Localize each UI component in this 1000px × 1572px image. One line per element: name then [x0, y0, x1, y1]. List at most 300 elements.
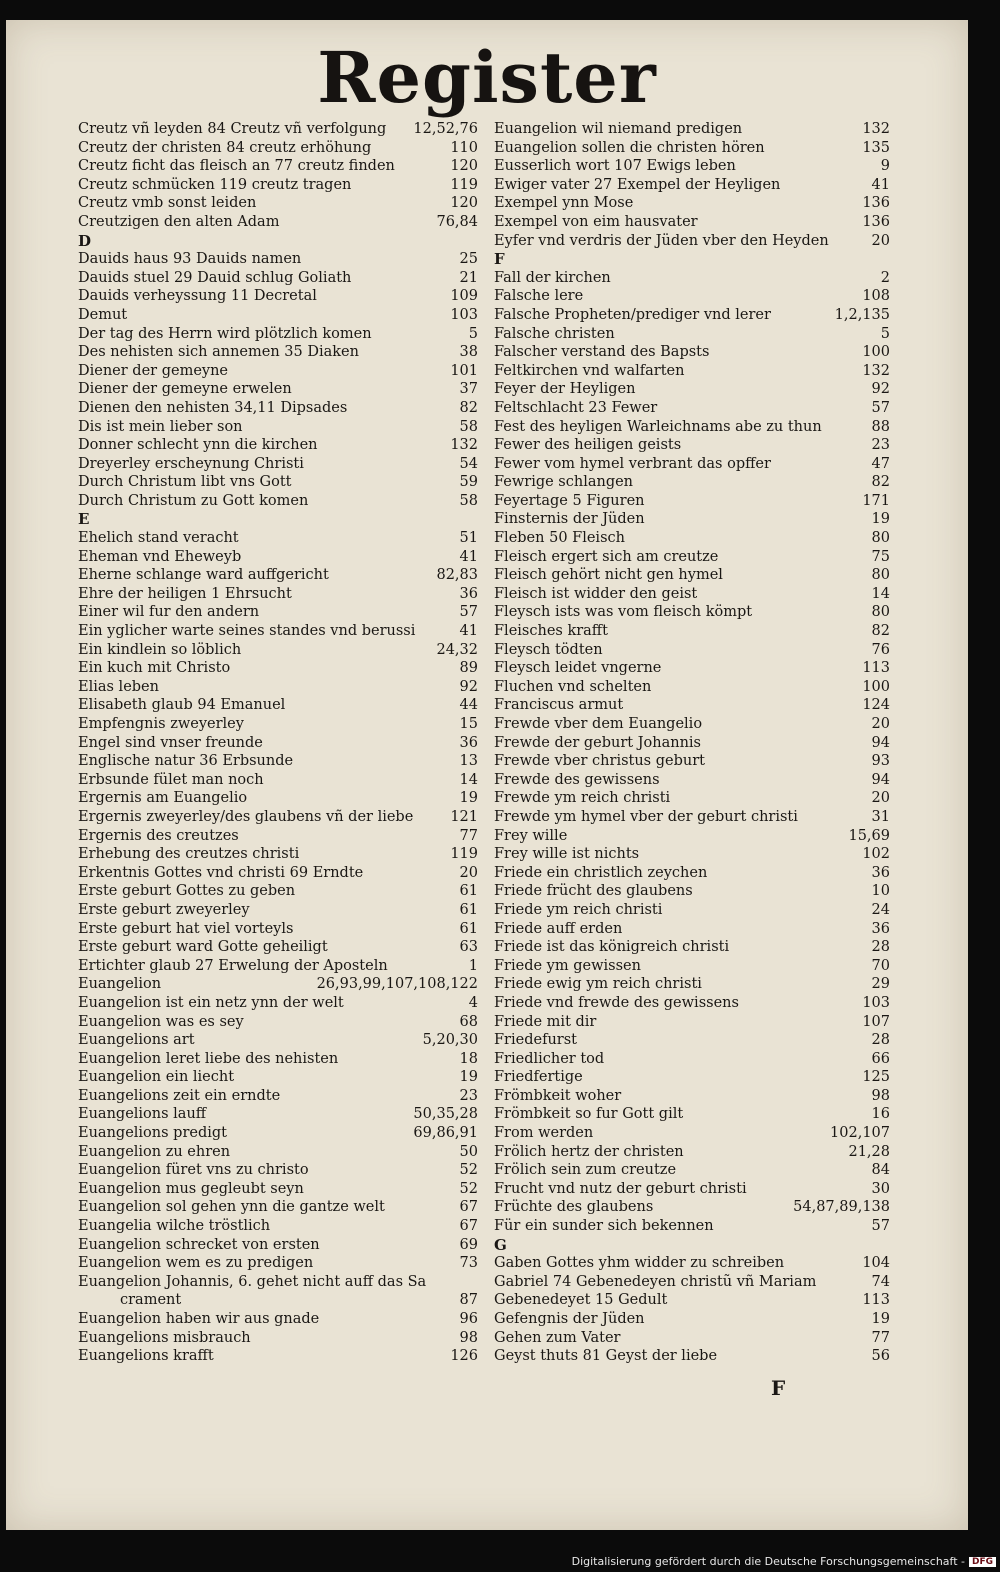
entry-text: Für ein sunder sich bekennen	[494, 1218, 714, 1235]
entry-text: Dauids verheyssung 11 Decretal	[78, 288, 317, 305]
entry-page: 94	[871, 771, 890, 788]
entry-text: Euangelion haben wir aus gnade	[78, 1311, 320, 1327]
entry-text: Falsche christen	[494, 325, 615, 342]
entry-text: Euangelions zeit ein erndte	[78, 1087, 281, 1104]
entry-page: 80	[871, 567, 890, 584]
index-entry	[78, 213, 478, 232]
index-entry	[78, 399, 478, 418]
index-entry	[494, 213, 890, 232]
entry-page: 5	[880, 325, 890, 342]
index-entry	[494, 473, 890, 492]
entry-page: 12,52,76	[413, 121, 478, 137]
index-entry	[494, 1050, 890, 1069]
entry-text: Creutz der christen 84 creutz erhöhung	[78, 139, 372, 156]
index-entry	[494, 529, 890, 548]
entry-text: Friede mit dir	[494, 1013, 597, 1030]
entry-page: 101	[450, 362, 478, 379]
entry-page: 110	[450, 139, 478, 156]
index-entry	[78, 808, 478, 827]
entry-text: Frey wille ist nichts	[494, 846, 640, 863]
entry-page: 24,32	[436, 641, 478, 658]
index-entry	[78, 1068, 478, 1087]
index-entry	[494, 1161, 890, 1180]
index-entry	[494, 622, 890, 641]
entry-text: Englische natur 36 Erbsunde	[78, 753, 294, 770]
entry-text: Gaben Gottes yhm widder zu schreiben	[494, 1255, 785, 1272]
index-entry	[78, 529, 478, 548]
entry-page: 80	[871, 530, 890, 547]
entry-text: Fleisch ergert sich am creutze	[494, 548, 719, 565]
index-entry	[494, 548, 890, 567]
entry-page: 92	[871, 381, 890, 398]
index-entry	[494, 306, 890, 325]
entry-text: crament	[120, 1292, 182, 1309]
index-entry	[494, 380, 890, 399]
index-entry	[494, 771, 890, 790]
entry-text: Ergernis des creutzes	[78, 827, 239, 844]
entry-page: 104	[862, 1255, 890, 1272]
entry-text: Fewrige schlangen	[494, 474, 634, 491]
index-entry	[78, 901, 478, 920]
entry-text: Ein yglicher warte seines standes vnd berussi	[78, 623, 416, 640]
entry-page: 100	[862, 344, 890, 361]
entry-page: 103	[450, 306, 478, 323]
entry-page: 70	[871, 957, 890, 974]
index-entry	[78, 845, 478, 864]
entry-text: Eusserlich wort 107 Ewigs leben	[494, 158, 736, 175]
index-entry	[494, 232, 890, 251]
index-entry	[78, 325, 478, 344]
entry-text: Finsternis der Jüden	[494, 511, 645, 528]
entry-page: 23	[871, 437, 890, 454]
index-entry	[494, 585, 890, 604]
entry-text: Euangelion	[78, 976, 162, 993]
index-entry	[78, 139, 478, 158]
entry-text: Euangelion schrecket von ersten	[78, 1236, 320, 1253]
entry-page: 44	[459, 697, 478, 714]
entry-text: Euangelion Johannis, 6. gehet nicht auff das Sa	[78, 1273, 427, 1290]
entry-page: 171	[862, 492, 890, 509]
entry-page: 96	[459, 1311, 478, 1327]
entry-text: Diener der gemeyne	[78, 362, 229, 379]
entry-text: Dauids stuel 29 Dauid schlug Goliath	[78, 269, 352, 286]
index-entry	[78, 1087, 478, 1106]
entry-text: Euangelion zu ehren	[78, 1143, 231, 1160]
entry-text: Feltschlacht 23 Fewer	[494, 399, 658, 416]
entry-text: Ehelich stand veracht	[78, 530, 239, 547]
entry-text: Friede ist das königreich christi	[494, 939, 730, 956]
index-entry	[78, 306, 478, 325]
entry-page: 10	[871, 883, 890, 900]
index-entry	[494, 1310, 890, 1329]
index-entry	[78, 920, 478, 939]
index-entry	[78, 864, 478, 883]
entry-page: 119	[450, 846, 478, 863]
index-entry	[78, 473, 478, 492]
index-entry	[494, 176, 890, 195]
entry-page: 57	[871, 1218, 890, 1235]
index-entry	[494, 752, 890, 771]
index-entry	[78, 641, 478, 660]
entry-text: Falsche lere	[494, 288, 584, 305]
entry-text: Creutz schmücken 119 creutz tragen	[78, 176, 352, 193]
entry-text: Gefengnis der Jüden	[494, 1311, 645, 1327]
index-entry	[494, 827, 890, 846]
index-entry	[78, 659, 478, 678]
footer-text: Digitalisierung gefördert durch die Deutsche Forschungsgemeinschaft -	[571, 1555, 965, 1568]
index-entry	[78, 994, 478, 1013]
entry-text: Euangelion ist ein netz ynn der welt	[78, 994, 344, 1011]
book-page	[6, 20, 968, 1530]
index-entry	[78, 1273, 478, 1292]
index-entry	[78, 1124, 478, 1143]
index-entry	[78, 548, 478, 567]
entry-text: Fleben 50 Fleisch	[494, 530, 625, 547]
index-entry	[494, 157, 890, 176]
entry-text: Erhebung des creutzes christi	[78, 846, 300, 863]
entry-text: Franciscus armut	[494, 697, 624, 714]
entry-text: Friede auff erden	[494, 920, 623, 937]
entry-page: 74	[871, 1273, 890, 1290]
index-entry	[78, 678, 478, 697]
entry-page: 28	[871, 1032, 890, 1049]
entry-text: Fleysch tödten	[494, 641, 603, 658]
entry-page: 2	[880, 269, 890, 286]
entry-page: 77	[459, 827, 478, 844]
entry-text: Der tag des Herrn wird plötzlich komen	[78, 325, 372, 342]
index-entry	[494, 194, 890, 213]
entry-text: Euangelions art	[78, 1032, 195, 1049]
index-entry	[494, 399, 890, 418]
entry-page: 19	[459, 1069, 478, 1086]
entry-text: Elias leben	[78, 678, 159, 695]
entry-page: 103	[862, 994, 890, 1011]
entry-text: Exempel von eim hausvater	[494, 213, 698, 230]
dfg-logo: DFG	[969, 1557, 996, 1567]
index-entry	[78, 771, 478, 790]
index-entry	[78, 1105, 478, 1124]
entry-page: 125	[862, 1069, 890, 1086]
entry-page: 14	[459, 771, 478, 788]
entry-text: Dreyerley erscheynung Christi	[78, 455, 304, 472]
entry-page: 132	[450, 437, 478, 454]
entry-text: Dis ist mein lieber son	[78, 418, 243, 435]
entry-page: 19	[871, 1311, 890, 1327]
entry-page: 136	[862, 195, 890, 212]
entry-text: Feyer der Heyligen	[494, 381, 636, 398]
entry-page: 120	[450, 195, 478, 212]
entry-text: Durch Christum libt vns Gott	[78, 474, 292, 491]
entry-page: 14	[871, 585, 890, 602]
entry-page: 5,20,30	[422, 1032, 478, 1049]
entry-text: Euangelion füret vns zu christo	[78, 1162, 309, 1179]
entry-page: 20	[871, 716, 890, 732]
entry-page: 16	[871, 1106, 890, 1123]
entry-text: From werden	[494, 1125, 594, 1142]
index-entry	[78, 1161, 478, 1180]
entry-text: Erste geburt ward Gotte geheiligt	[78, 939, 328, 956]
index-entry	[494, 1291, 890, 1310]
entry-text: Frewde der geburt Johannis	[494, 734, 701, 751]
entry-text: Frömbkeit woher	[494, 1087, 622, 1104]
entry-text: Friede ym gewissen	[494, 957, 641, 974]
entry-page: 50,35,28	[413, 1106, 478, 1123]
index-entry	[494, 418, 890, 437]
entry-text: Euangelions predigt	[78, 1125, 227, 1142]
entry-text: Euangelia wilche tröstlich	[78, 1218, 271, 1235]
entry-text: Ergernis zweyerley/des glaubens vñ der liebe	[78, 808, 414, 825]
entry-page: 102,107	[830, 1125, 890, 1142]
index-entry	[494, 1329, 890, 1348]
index-entry	[78, 1217, 478, 1236]
entry-text: Fleisch gehört nicht gen hymel	[494, 567, 723, 584]
index-entry	[494, 715, 890, 734]
entry-page: 20	[459, 864, 478, 881]
entry-text: Euangelions krafft	[78, 1348, 214, 1365]
entry-page: 136	[862, 213, 890, 230]
entry-text: F	[494, 250, 505, 269]
index-entry	[494, 139, 890, 158]
entry-page: 82,83	[436, 567, 478, 584]
entry-text: Ehre der heiligen 1 Ehrsucht	[78, 585, 292, 602]
index-entry	[78, 287, 478, 306]
index-entry	[78, 436, 478, 455]
entry-page: 100	[862, 678, 890, 695]
index-entry	[494, 436, 890, 455]
entry-text: Frewde ym reich christi	[494, 790, 671, 807]
index-entry	[78, 418, 478, 437]
entry-page: 36	[871, 864, 890, 881]
entry-page: 113	[862, 660, 890, 677]
entry-page: 76,84	[436, 213, 478, 230]
entry-text: Dienen den nehisten 34,11 Dipsades	[78, 399, 348, 416]
index-entry	[78, 975, 478, 994]
entry-text: Frucht vnd nutz der geburt christi	[494, 1180, 747, 1197]
index-entry	[494, 938, 890, 957]
entry-page: 41	[459, 623, 478, 640]
index-entry	[494, 343, 890, 362]
entry-page: 47	[871, 455, 890, 472]
entry-text: Fleysch leidet vngerne	[494, 660, 662, 677]
entry-page: 61	[459, 920, 478, 937]
entry-page: 52	[459, 1162, 478, 1179]
entry-page: 82	[871, 623, 890, 640]
entry-text: Demut	[78, 306, 128, 323]
index-entry	[78, 696, 478, 715]
entry-text: Euangelion sollen die christen hören	[494, 139, 765, 156]
entry-text: Frewde vber dem Euangelio	[494, 716, 703, 732]
entry-text: Eherne schlange ward auffgericht	[78, 567, 329, 584]
entry-text: Ein kuch mit Christo	[78, 660, 231, 677]
entry-page: 76	[871, 641, 890, 658]
entry-page: 87	[459, 1292, 478, 1309]
entry-page: 58	[459, 418, 478, 435]
index-entry	[494, 269, 890, 288]
entry-text: Creutz vmb sonst leiden	[78, 195, 257, 212]
entry-text: Durch Christum zu Gott komen	[78, 492, 309, 509]
index-entry	[78, 1236, 478, 1255]
entry-text: Friede ewig ym reich christi	[494, 976, 702, 993]
entry-text: Gebenedeyet 15 Gedult	[494, 1292, 668, 1309]
entry-text: Friedfertige	[494, 1069, 583, 1086]
entry-page: 4	[468, 994, 478, 1011]
entry-text: Frewde vber christus geburt	[494, 753, 705, 770]
index-entry	[494, 659, 890, 678]
entry-text: Ertichter glaub 27 Erwelung der Aposteln	[78, 957, 388, 974]
entry-text: Friede frücht des glaubens	[494, 883, 693, 900]
entry-text: Friede ein christlich zeychen	[494, 864, 708, 881]
index-entry	[494, 975, 890, 994]
entry-text: Creutzigen den alten Adam	[78, 213, 280, 230]
entry-text: Fluchen vnd schelten	[494, 678, 652, 695]
catchword: F	[771, 1376, 786, 1400]
entry-page: 135	[862, 139, 890, 156]
entry-text: Des nehisten sich annemen 35 Diaken	[78, 344, 359, 361]
entry-page: 26,93,99,107,108,122	[316, 976, 478, 993]
index-entry	[494, 696, 890, 715]
entry-page: 88	[871, 418, 890, 435]
entry-text: Eheman vnd Eheweyb	[78, 548, 242, 565]
entry-page: 73	[459, 1255, 478, 1272]
entry-text: G	[494, 1235, 507, 1254]
index-entry	[78, 492, 478, 511]
entry-page: 56	[871, 1348, 890, 1365]
entry-page: 94	[871, 734, 890, 751]
index-column-right	[494, 120, 890, 1366]
entry-text: Friede vnd frewde des gewissens	[494, 994, 739, 1011]
entry-text: Gabriel 74 Gebenedeyen christũ vñ Mariam	[494, 1273, 817, 1290]
entry-text: Diener der gemeyne erwelen	[78, 381, 292, 398]
entry-page: 132	[862, 121, 890, 137]
index-entry	[78, 715, 478, 734]
index-entry	[78, 455, 478, 474]
entry-text: Ewiger vater 27 Exempel der Heyligen	[494, 176, 781, 193]
section-letter	[78, 232, 478, 251]
index-entry	[78, 938, 478, 957]
entry-page: 1	[468, 957, 478, 974]
index-entry	[494, 1087, 890, 1106]
index-entry	[494, 678, 890, 697]
index-entry	[78, 1031, 478, 1050]
index-entry	[494, 362, 890, 381]
digitization-footer	[572, 1555, 996, 1568]
entry-page: 68	[459, 1013, 478, 1030]
entry-page: 126	[450, 1348, 478, 1365]
entry-page: 15	[459, 716, 478, 732]
index-entry	[494, 1031, 890, 1050]
entry-page: 58	[459, 492, 478, 509]
entry-page: 80	[871, 604, 890, 621]
entry-page: 57	[871, 399, 890, 416]
entry-text: Erste geburt hat viel vorteyls	[78, 920, 294, 937]
entry-page: 67	[459, 1218, 478, 1235]
entry-text: Friede ym reich christi	[494, 901, 663, 918]
index-entry	[494, 864, 890, 883]
entry-text: Fewer vom hymel verbrant das opffer	[494, 455, 771, 472]
index-entry	[78, 1347, 478, 1366]
entry-text: Erkentnis Gottes vnd christi 69 Erndte	[78, 864, 364, 881]
index-entry	[494, 566, 890, 585]
index-entry	[494, 120, 890, 139]
page-title: Register	[317, 36, 657, 119]
index-entry	[494, 734, 890, 753]
index-entry	[78, 380, 478, 399]
entry-page: 57	[459, 604, 478, 621]
entry-page: 15,69	[848, 827, 890, 844]
entry-page: 1,2,135	[834, 306, 890, 323]
entry-page: 37	[459, 381, 478, 398]
entry-text: Fest des heyligen Warleichnams abe zu thun	[494, 418, 822, 435]
entry-text: Frölich hertz der christen	[494, 1143, 684, 1160]
entry-page: 31	[871, 808, 890, 825]
index-entry	[494, 789, 890, 808]
entry-page: 92	[459, 678, 478, 695]
index-entry	[494, 287, 890, 306]
index-entry	[494, 492, 890, 511]
entry-text: Frewde ym hymel vber der geburt christi	[494, 808, 798, 825]
entry-text: Fleisch ist widder den geist	[494, 585, 698, 602]
entry-text: Gehen zum Vater	[494, 1329, 621, 1346]
index-entry	[78, 957, 478, 976]
index-entry	[78, 827, 478, 846]
index-entry	[494, 641, 890, 660]
index-entry	[494, 957, 890, 976]
index-column-left	[78, 120, 478, 1366]
entry-text: Friedlicher tod	[494, 1050, 605, 1067]
entry-page: 77	[871, 1329, 890, 1346]
index-entry	[494, 901, 890, 920]
entry-page: 93	[871, 753, 890, 770]
entry-page: 59	[459, 474, 478, 491]
entry-page: 121	[450, 808, 478, 825]
index-entry	[78, 622, 478, 641]
entry-page: 13	[459, 753, 478, 770]
index-entry	[494, 808, 890, 827]
entry-text: Erbsunde fület man noch	[78, 771, 264, 788]
entry-text: Engel sind vnser freunde	[78, 734, 263, 751]
entry-page: 67	[459, 1199, 478, 1216]
entry-text: Euangelion wem es zu predigen	[78, 1255, 314, 1272]
entry-page: 18	[459, 1050, 478, 1067]
entry-text: Euangelion wil niemand predigen	[494, 121, 743, 137]
entry-text: Friedefurst	[494, 1032, 577, 1049]
entry-page: 21	[459, 269, 478, 286]
index-entry	[78, 120, 478, 139]
index-entry	[494, 1105, 890, 1124]
section-letter	[78, 510, 478, 529]
entry-text: Erste geburt zweyerley	[78, 901, 250, 918]
entry-text: Falscher verstand des Bapsts	[494, 344, 710, 361]
index-entry	[494, 1347, 890, 1366]
entry-text: Creutz vñ leyden 84 Creutz vñ verfolgung	[78, 121, 387, 137]
index-entry	[78, 362, 478, 381]
entry-page: 21,28	[848, 1143, 890, 1160]
entry-page: 132	[862, 362, 890, 379]
entry-text: Frewde des gewissens	[494, 771, 660, 788]
index-entry	[494, 1143, 890, 1162]
index-entry	[78, 1198, 478, 1217]
entry-page: 107	[862, 1013, 890, 1030]
index-entry	[78, 157, 478, 176]
entry-page: 9	[880, 158, 890, 175]
index-entry	[78, 1310, 478, 1329]
entry-text: Creutz ficht das fleisch an 77 creutz finden	[78, 158, 395, 175]
entry-text: Einer wil fur den andern	[78, 604, 260, 621]
entry-page: 124	[862, 697, 890, 714]
entry-page: 36	[459, 734, 478, 751]
entry-page: 29	[871, 976, 890, 993]
index-entry	[494, 882, 890, 901]
